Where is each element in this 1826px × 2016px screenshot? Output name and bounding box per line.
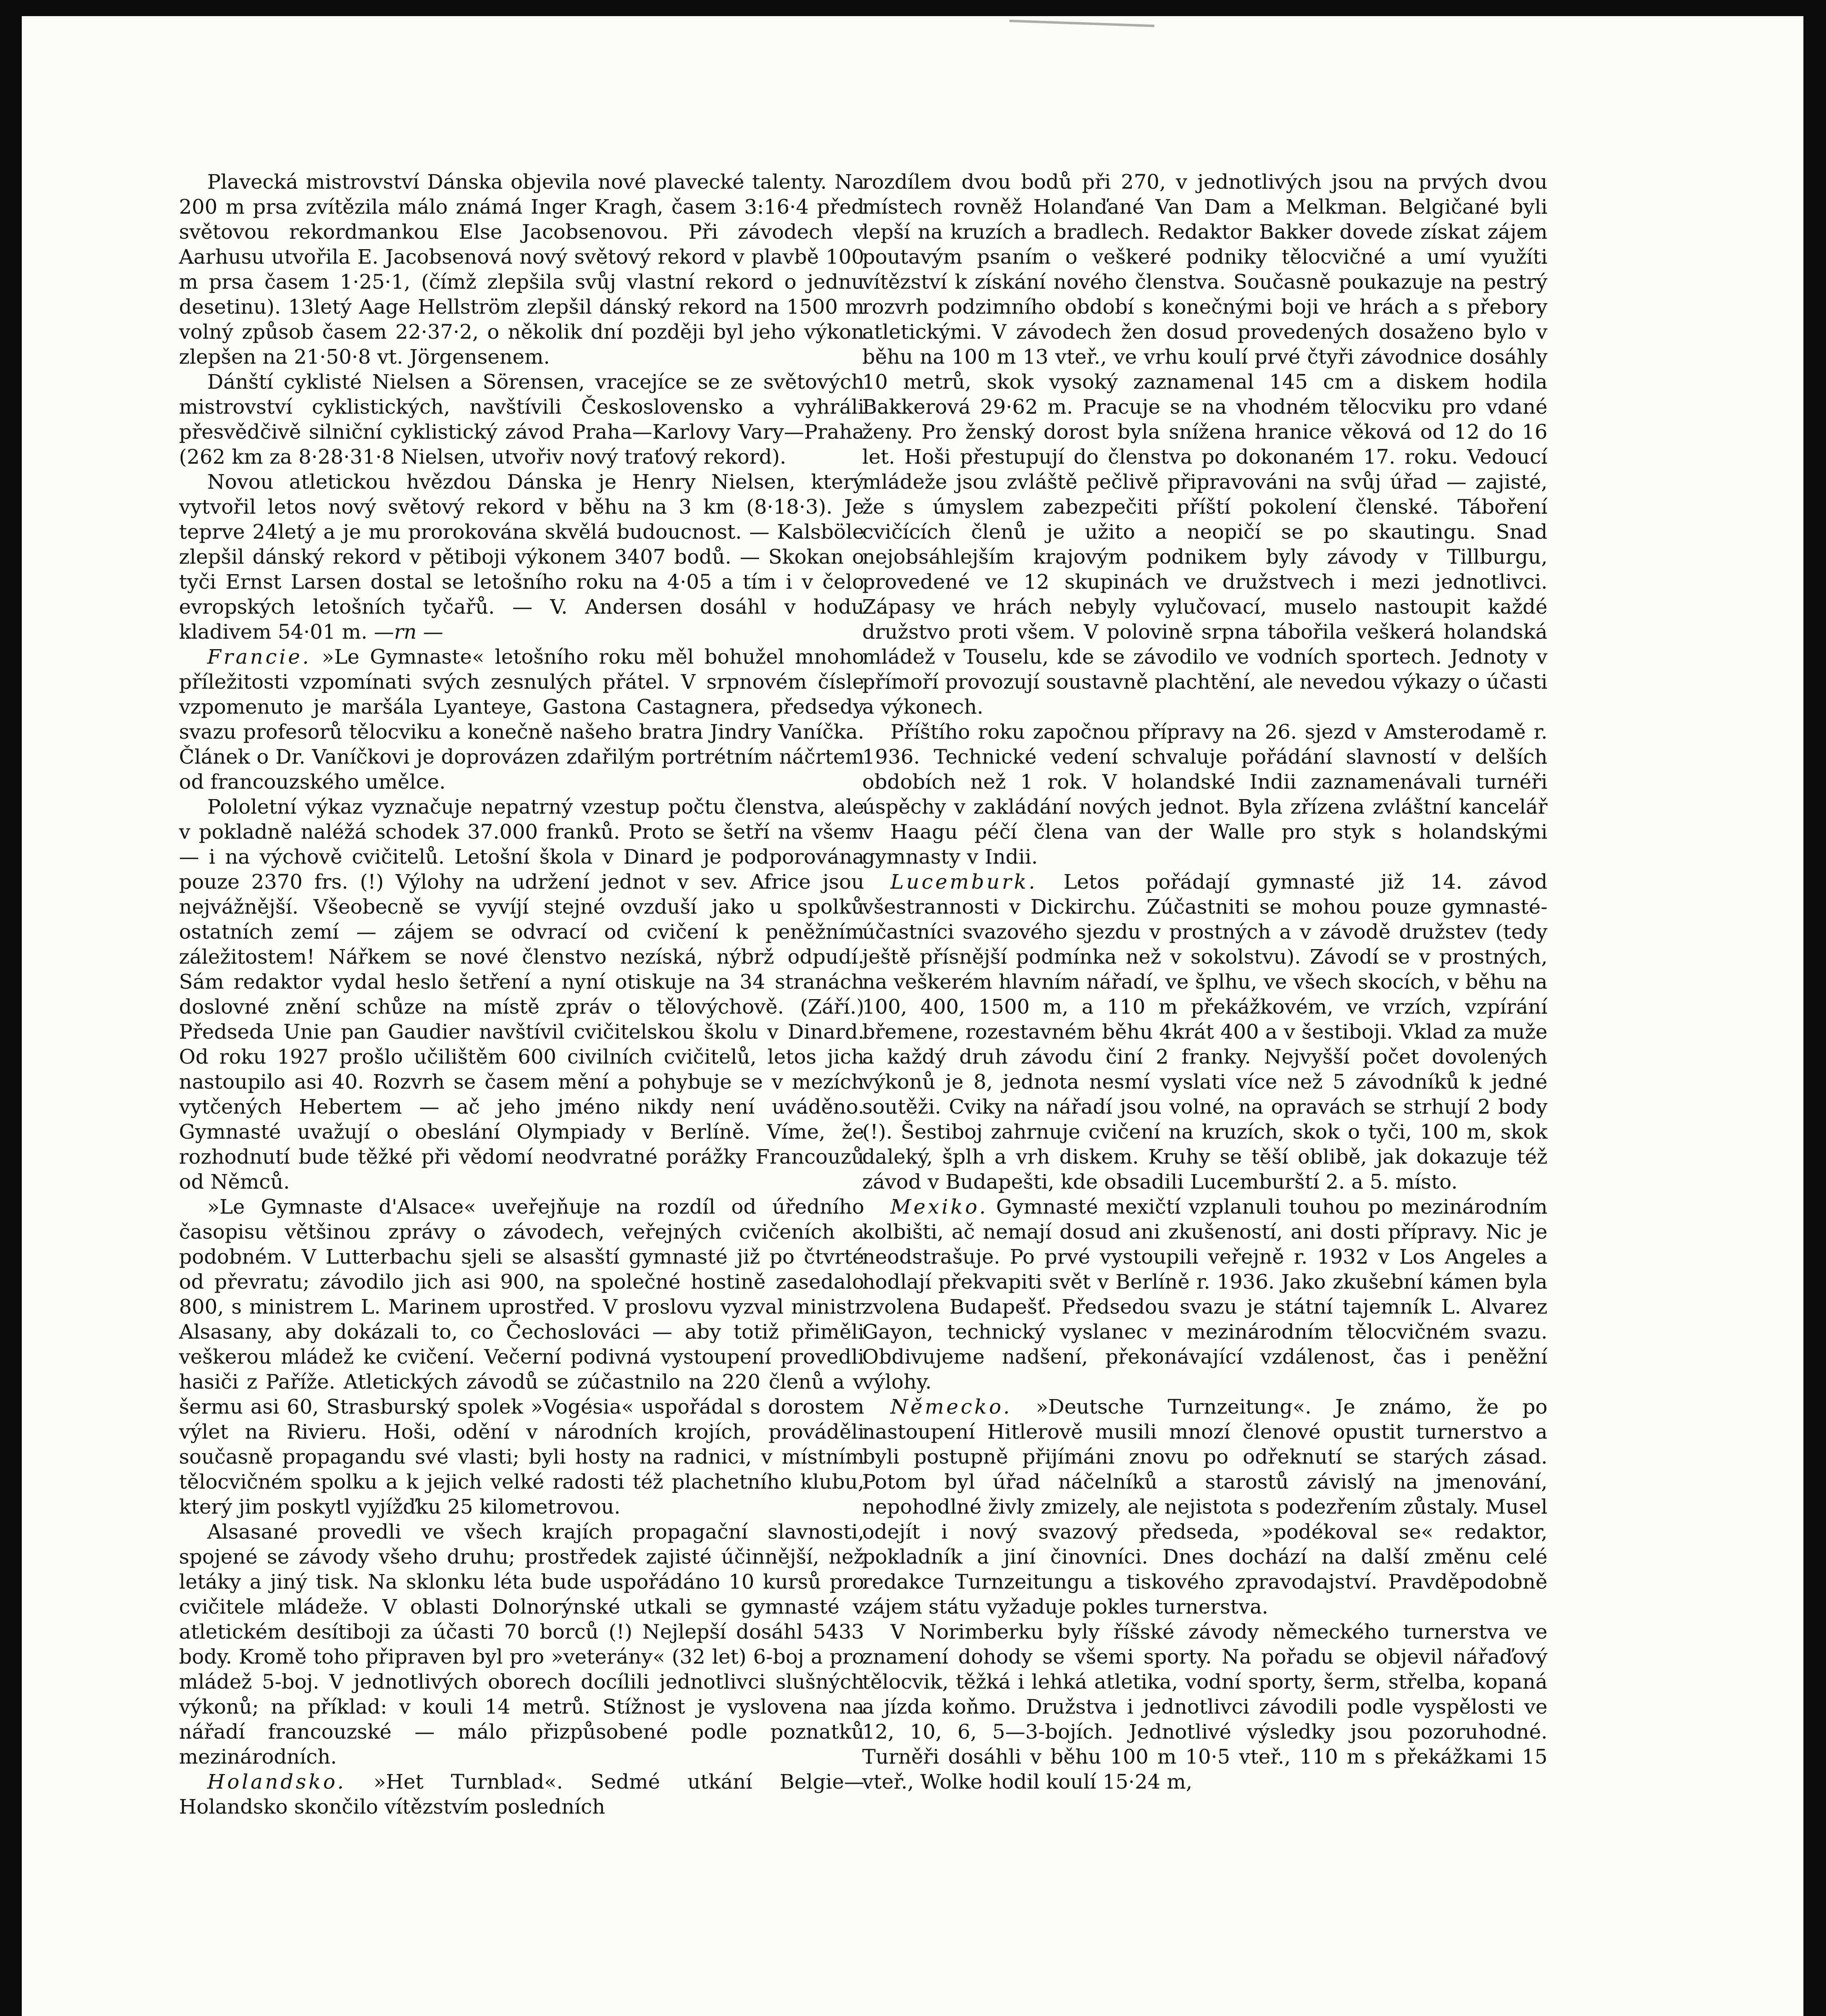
paragraph-holland-congress: Příštího roku započnou přípravy na 26. sjezd v Amsterodamě r. 1936. Technické vedení schvaluje pořádání slavností v delších obdobích než 1 rok. V holandské Indii zaznamenávali turnéři úspěchy v zakládání nových jednot. Byla zřízena zvláštní kancelář v Haagu péčí člena van der Walle pro styk s holandskými gymnasty v Indii. xyxy=(862,720,1547,868)
paragraph-mexico xyxy=(862,1194,1547,1394)
paragraph-france xyxy=(179,644,864,794)
paragraph-denmark-athletics xyxy=(179,469,864,644)
paragraph-germany xyxy=(862,1394,1547,1619)
paragraph-text: »Le Gymnaste« letošního roku měl bohužel mnoho příležitosti vzpomínati svých zesnulých přátel. V srpnovém čísle vzpomenuto je maršála Lyanteye, Gastona Castagnera, předsedy svazu profesorů tělocviku a konečně našeho bratra Jindry Vaníčka. Článek o Dr. Vaníčkovi je doprovázen zdařilým portrétním náčrtem od francouzského umělce. xyxy=(179,645,864,793)
country-heading-germany: Německo. xyxy=(890,1395,1012,1418)
paragraph-text: Gymnasté mexičtí vzplanuli touhou po mezinárodním kolbišti, ač nemají dosud ani zkušeností, ani dosti přípravy. Nic je neodstrašuje. Po prvé vystoupili veřejně r. 1932 v Los Angeles a hodlají překvapiti svět v Berlíně r. 1936. Jako zkušební kámen byla zvolena Budapešť. Předsedou svazu je státní tajemník L. Alvarez Gayon, technický vyslanec v mezinárodním tělocvičném svazu. Obdivujeme nadšení, překonávající vzdálenost, čas i peněžní výlohy. xyxy=(862,1195,1547,1393)
country-heading-holland: Holandsko. xyxy=(207,1770,346,1793)
left-column xyxy=(179,169,864,1819)
paragraph-text: »Het Turnblad«. Sedmé utkání Belgie—Holandsko skončilo vítězstvím posledních xyxy=(179,1770,864,1818)
book-page xyxy=(22,16,1803,2016)
paragraph-nuremberg: V Norimberku byly říšské závody německého turnerstva ve znamení dohody se všemi sporty. Na pořadu se objevil nářaďový tělocvik, těžká i lehká atletika, vodní sporty, šerm, střelba, kopaná a jízda koňmo. Družstva i jednotlivci závodili podle vyspělosti ve 12, 10, 6, 5—3-bojích. Jednotlivé výsledky jsou pozoruhodné. Turněři dosáhli v běhu 100 m 10·5 vteř., 110 m s překážkami 15 vteř., Wolke hodil koulí 15·24 m, xyxy=(862,1620,1547,1793)
paragraph-denmark-swimming: Plavecká mistrovství Dánska objevila nové plavecké talenty. Na 200 m prsa zvítězila málo známá Inger Kragh, časem 3:16·4 před světovou rekordmankou Else Jacobsenovou. Při závodech v Aarhusu utvořila E. Jacobsenová nový světový rekord v plavbě 100 m prsa časem 1·25·1, (čímž zlepšila svůj vlastní rekord o jednu desetinu). 13letý Aage Hellström zlepšil dánský rekord na 1500 m volný způsob časem 22·37·2, o několik dní později byl jeho výkon zlepšen na 21·50·8 vt. Jörgensenem. xyxy=(179,170,864,369)
paragraph-text: Letos pořádají gymnasté již 14. závod všestrannosti v Dickirchu. Zúčastniti se mohou pouze gymnasté-účastníci svazového sjezdu v prostných a v závodě družstev (tedy ještě přísnější podmínka než v sokolstvu). Závodí se v prostných, na veškerém hlavním nářadí, ve šplhu, ve všech skocích, v běhu na 100, 400, 1500 m, a 110 m překážkovém, ve vrzích, vzpírání břemene, rozestavném běhu 4krát 400 a v šestiboji. Vklad za muže a každý druh závodu činí 2 franky. Nejvyšší počet dovolených výkonů je 8, jednota nesmí vyslati více než 5 závodníků k jedné soutěži. Cviky na nářadí jsou volné, na opravách se strhují 2 body (!). Šestiboj zahrnuje cvičení na kruzích, skok o tyči, 100 m, skok daleký, šplh a vrh diskem. Kruhy se těší oblibě, jak dokazuje též závod v Budapešti, kde obsadili Lucemburští 2. a 5. místo. xyxy=(862,870,1547,1193)
paragraph-holland-continued: rozdílem dvou bodů při 270, v jednotlivých jsou na prvých dvou místech rovněž Holanďané Van Dam a Melkman. Belgičané byli lepší na kruzích a bradlech. Redaktor Bakker dovede získat zájem poutavým psaním o veškeré podniky tělocvičné a umí využíti vítězství k získání nového členstva. Současně poukazuje na pestrý rozvrh podzimního období s konečnými boji ve hrách a s přebory atletickými. V závodech žen dosud provedených dosaženo bylo v běhu na 100 m 13 vteř., ve vrhu koulí prvé čtyři závodnice dosáhly 10 metrů, skok vysoký zaznamenal 145 cm a diskem hodila Bakkerová 29·62 m. Pracuje se na vhodném tělocviku pro vdané ženy. Pro ženský dorost byla snížena hranice věková od 12 do 16 let. Hoši přestupují do členstva po dokonaném 17. roku. Vedoucí mládeže jsou zvláště pečlivě připravováni na svůj úřad — zajisté, že s úmyslem zabezpečiti příští pokolení členské. Táboření cvičících členů je užito a neopičí se po skautingu. Snad nejobsáhlejším krajovým podnikem byly závody v Tillburgu, provedené ve 12 skupinách ve družstvech i mezi jednotlivci. Zápasy ve hrách nebyly vylučovací, muselo nastoupit každé družstvo proti všem. V polovině srpna tábořila veškerá holandská mládež v Touselu, kde se závodilo ve vodních sportech. Jednoty v přímoří provozují soustavně plachtění, ale nevedou výkazy o účasti a výkonech. xyxy=(862,170,1547,719)
scan-scratch-mark xyxy=(1009,20,1154,27)
paragraph-text: Novou atletickou hvězdou Dánska je Henry Nielsen, který vytvořil letos nový světový rekord v běhu na 3 km (8·18·3). Je teprve 24letý a je mu prorokována skvělá budoucnost. — Kalsböle zlepšil dánský rekord v pětiboji výkonem 3407 bodů. — Skokan o tyči Ernst Larsen dostal se letošního roku na 4·05 a tím i v čelo evropských letošních tyčařů. — V. Andersen dosáhl v hodu kladivem 54·01 m. xyxy=(179,470,864,644)
paragraph-luxembourg xyxy=(862,869,1547,1194)
paragraph-text: »Deutsche Turnzeitung«. Je známo, že po nastoupení Hitlerově musili mnozí členové opustit turnerstvo a byli postupně přijímáni znovu po odřeknutí se starých zásad. Potom byl úřad náčelníků a starostů závislý na jmenování, nepohodlné živly zmizely, ale nejistota s podezřením zůstaly. Musel odejít i nový svazový předseda, »podékoval se« redaktor, pokladník a jiní činovníci. Dnes dochází na další změnu celé redakce Turnzeitungu a tiskového zpravodajství. Pravděpodobně zájem státu vyžaduje pokles turnerstva. xyxy=(862,1395,1547,1618)
paragraph-denmark-cycling: Dánští cyklisté Nielsen a Sörensen, vracejíce se ze světových mistrovství cyklistických, navštívili Československo a vyhráli přesvědčivě silniční cyklistický závod Praha—Karlovy Vary—Praha (262 km za 8·28·31·8 Nielsen, utvořiv nový traťový rekord). xyxy=(179,370,864,469)
country-heading-luxembourg: Lucemburk. xyxy=(890,870,1038,893)
paragraph-holland xyxy=(179,1769,864,1819)
country-heading-mexico: Mexiko. xyxy=(890,1195,988,1218)
paragraph-alsace-events: Alsasané provedli ve všech krajích propagační slavnosti, spojené se závody všeho druhu; prostředek zajisté účinnější, než letáky a jiný tisk. Na sklonku léta bude uspořádáno 10 kursů pro cvičitele mládeže. V oblasti Dolnorýnské utkali se gymnasté v atletickém desítiboji za účasti 70 borců (!) Nejlepší dosáhl 5433 body. Kromě toho připraven byl pro »veterány« (32 let) 6-boj a pro mládež 5-boj. V jednotlivých oborech docílili jednotlivci slušných výkonů; na příklad: v kouli 14 metrů. Stížnost je vyslovena na nářadí francouzské — málo přizpůsobené podle poznatků mezinárodních. xyxy=(179,1520,864,1768)
author-signature: —rn — xyxy=(374,620,443,644)
country-heading-france: Francie. xyxy=(207,645,312,669)
paragraph-alsace: »Le Gymnaste d'Alsace« uveřejňuje na rozdíl od úředního časopisu většinou zprávy o závodech, veřejných cvičeních a podobném. V Lutterbachu sjeli se alsasští gymnasté již po čtvrté od převratu; závodilo jich asi 900, na společné hostině zasedalo 800, s ministrem L. Marinem uprostřed. V proslovu vyzval ministr Alsasany, aby dokázali to, co Čechoslováci — aby totiž přiměli veškerou mládež ke cvičení. Večerní podivná vystoupení provedli hasiči z Paříže. Atletických závodů se zúčastnilo na 220 členů a v šermu asi 60, Strasburský spolek »Vogésia« uspořádal s dorostem výlet na Rivieru. Hoši, odění v národních krojích, prováděli současně propagandu své vlasti; byli hosty na radnici, v místním tělocvičném spolku a k jejich velké radosti též plachetního klubu, který jim poskytl vyjížďku 25 kilometrovou. xyxy=(179,1195,864,1518)
right-column xyxy=(862,169,1547,1794)
paragraph-france-report: Pololetní výkaz vyznačuje nepatrný vzestup počtu členstva, ale v pokladně naléžá schodek 37.000 franků. Proto se šetří na všem — i na výchově cvičitelů. Letošní škola v Dinard je podporována pouze 2370 frs. (!) Výlohy na udržení jednot v sev. Africe jsou nejvážnější. Všeobecně se vyvíjí stejné ovzduší jako u spolků ostatních zemí — zájem se odvrací od cvičení k peněžním záležitostem! Nářkem se nové členstvo nezíská, nýbrž odpudí. Sám redaktor vydal heslo šetření a nyní otiskuje na 34 stranách doslovné znění schůze na místě zpráv o tělovýchově. (Září.) Předseda Unie pan Gaudier navštívil cvičitelskou školu v Dinard. Od roku 1927 prošlo učilištěm 600 civilních cvičitelů, letos jich nastoupilo asi 40. Rozvrh se časem mění a pohybuje se v mezích vytčených Hebertem — ač jeho jméno nikdy není uváděno. Gymnasté uvažují o obeslání Olympiady v Berlíně. Víme, že rozhodnutí bude těžké při vědomí neodvratné porážky Francouzů od Němců. xyxy=(179,795,864,1193)
